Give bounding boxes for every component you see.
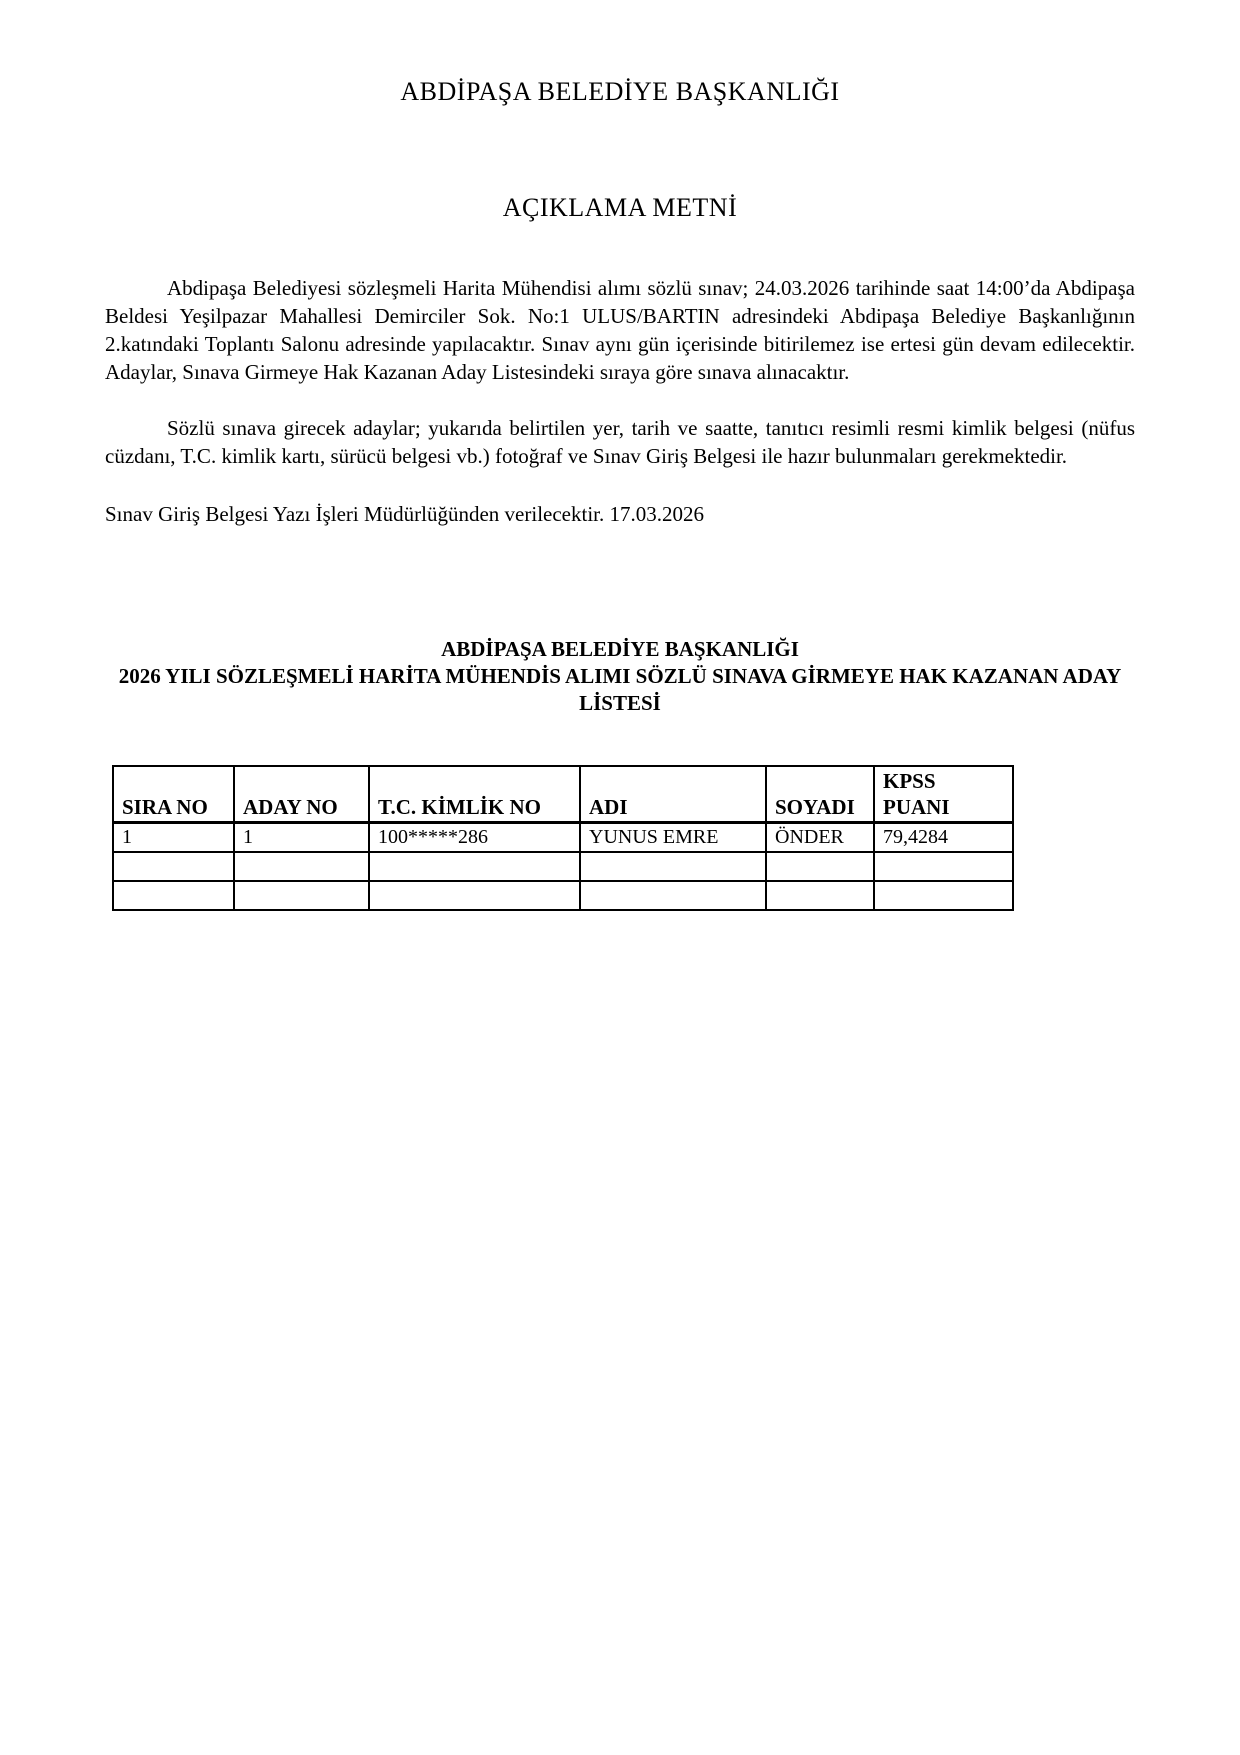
table-row-empty: [113, 881, 1013, 910]
cell-tc-kimlik: [369, 852, 580, 881]
cell-sira-no: [113, 881, 234, 910]
cell-tc-kimlik: [369, 881, 580, 910]
cell-kpss: [874, 881, 1013, 910]
paragraph-required-documents: Sözlü sınava girecek adaylar; yukarıda belirtilen yer, tarih ve saatte, tanıtıcı resimli resmi kimlik belgesi (nüfus cüzdanı, T.C. kimlik kartı, sürücü belgesi vb.) fotoğraf ve Sınav Giriş Belgesi ile hazır bulunmaları gerekmektedir.: [105, 416, 1135, 468]
cell-aday-no: 1: [234, 823, 369, 852]
col-header-aday-no: ADAY NO: [234, 766, 369, 823]
paragraph-exam-details: Abdipaşa Belediyesi sözleşmeli Harita Mühendisi alımı sözlü sınav; 24.03.2026 tarihinde saat 14:00’da Abdipaşa Beldesi Yeşilpazar Mahallesi Demirciler Sok. No:1 ULUS/BARTIN adresindeki Abdipaşa Belediye Başkanlığının 2.katındaki Toplantı Salonu adresinde yapılacaktır. Sınav aynı gün içerisinde bitirilemez ise ertesi gün devam edilecektir. Adaylar, Sınava Girmeye Hak Kazanan Aday Listesindeki sıraya göre sınava alınacaktır.: [105, 276, 1135, 384]
document-subtitle: AÇIKLAMA METNİ: [502, 193, 738, 222]
candidate-list-heading: [105, 636, 1135, 717]
col-header-tc-kimlik: T.C. KİMLİK NO: [369, 766, 580, 823]
cell-soyadi: ÖNDER: [766, 823, 874, 852]
cell-sira-no: 1: [113, 823, 234, 852]
table-row: [113, 823, 1013, 852]
col-header-adi: ADI: [580, 766, 766, 823]
list-heading-organization: ABDİPAŞA BELEDİYE BAŞKANLIĞI: [441, 637, 799, 661]
col-header-sira-no: SIRA NO: [113, 766, 234, 823]
candidate-table: [112, 765, 1014, 911]
cell-kpss: 79,4284: [874, 823, 1013, 852]
cell-adi: YUNUS EMRE: [580, 823, 766, 852]
cell-aday-no: [234, 881, 369, 910]
table-header-row: [113, 766, 1013, 823]
list-heading-title: 2026 YILI SÖZLEŞMELİ HARİTA MÜHENDİS ALIMI SÖZLÜ SINAVA GİRMEYE HAK KAZANAN ADAY LİSTESİ: [118, 664, 1122, 715]
col-header-soyadi: SOYADI: [766, 766, 874, 823]
cell-adi: [580, 881, 766, 910]
cell-adi: [580, 852, 766, 881]
paragraph-entry-document-info: Sınav Giriş Belgesi Yazı İşleri Müdürlüğünden verilecektir. 17.03.2026: [105, 502, 705, 526]
cell-kpss: [874, 852, 1013, 881]
document-title: ABDİPAŞA BELEDİYE BAŞKANLIĞI: [400, 77, 840, 106]
cell-aday-no: [234, 852, 369, 881]
table-row-empty: [113, 852, 1013, 881]
cell-soyadi: [766, 881, 874, 910]
cell-tc-kimlik: 100*****286: [369, 823, 580, 852]
cell-soyadi: [766, 852, 874, 881]
cell-sira-no: [113, 852, 234, 881]
col-header-kpss: KPSS PUANI: [874, 766, 1013, 823]
